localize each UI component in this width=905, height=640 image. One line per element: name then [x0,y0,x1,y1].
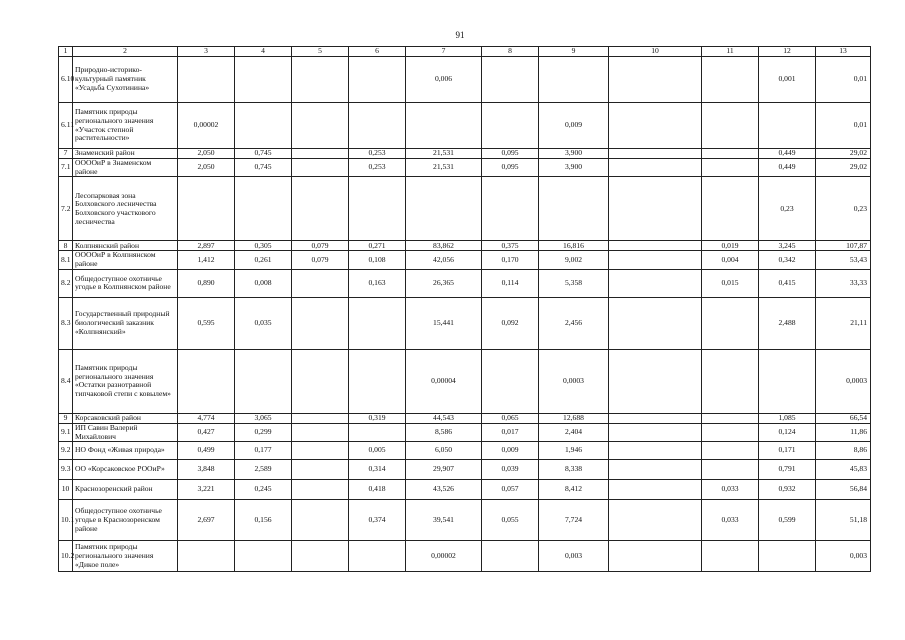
table-row [59,251,871,269]
row-name-cell: ООООиР в Знаменском районе [73,159,178,177]
value-cell: 0,00004 [406,349,482,413]
value-cell: 53,43 [816,251,871,269]
value-cell [702,541,759,572]
value-cell [292,349,349,413]
value-cell: 0,253 [349,149,406,159]
value-cell: 0,114 [482,269,539,297]
value-cell: 0,245 [235,480,292,500]
value-cell [349,423,406,441]
table-row [59,103,871,149]
value-cell [609,251,702,269]
value-cell [609,541,702,572]
value-cell: 9,002 [539,251,609,269]
column-header: 13 [816,47,871,57]
value-cell: 0,055 [482,500,539,541]
value-cell: 42,056 [406,251,482,269]
row-number-cell: 10.1 [59,500,73,541]
value-cell: 0,003 [816,541,871,572]
row-name-cell: Природно-историко-культурный памятник «Усадьба Сухотинина» [73,57,178,103]
value-cell: 0,095 [482,159,539,177]
value-cell [292,460,349,480]
row-name-cell: Корсаковский район [73,413,178,423]
column-header: 1 [59,47,73,57]
value-cell [349,57,406,103]
value-cell: 0,124 [759,423,816,441]
row-name-cell: Лесопарковая зона Болховского лесничества Болховского участкового лесничества [73,177,178,241]
row-number-cell: 8.2 [59,269,73,297]
value-cell: 8,338 [539,460,609,480]
row-name-cell: ИП Савин Валерий Михайлович [73,423,178,441]
table-row [59,413,871,423]
value-cell [235,177,292,241]
row-number-cell: 8.1 [59,251,73,269]
value-cell [292,159,349,177]
value-cell: 0,163 [349,269,406,297]
row-number-cell: 6.10 [59,57,73,103]
value-cell: 0,599 [759,500,816,541]
row-name-cell: ООООиР в Колпнянском районе [73,251,178,269]
value-cell [178,177,235,241]
value-cell: 21,531 [406,149,482,159]
value-cell: 4,774 [178,413,235,423]
value-cell: 0,299 [235,423,292,441]
value-cell [292,541,349,572]
value-cell: 0,0003 [539,349,609,413]
value-cell: 0,092 [482,297,539,349]
value-cell: 0,171 [759,442,816,460]
value-cell: 39,541 [406,500,482,541]
value-cell: 0,427 [178,423,235,441]
value-cell: 107,87 [816,241,871,251]
value-cell [482,103,539,149]
value-cell [702,442,759,460]
row-name-cell: Памятник природы регионального значения «Остатки разнотравной типчаковой степи с ковылем» [73,349,178,413]
value-cell: 8,86 [816,442,871,460]
value-cell [759,541,816,572]
value-cell: 21,531 [406,159,482,177]
value-cell: 5,358 [539,269,609,297]
value-cell [609,269,702,297]
value-cell: 0,003 [539,541,609,572]
value-cell: 0,253 [349,159,406,177]
value-cell [349,177,406,241]
value-cell: 0,23 [816,177,871,241]
value-cell [609,423,702,441]
column-header: 2 [73,47,178,57]
value-cell: 0,033 [702,500,759,541]
row-name-cell: Государственный природный биологический заказник «Колпнянский» [73,297,178,349]
value-cell: 2,897 [178,241,235,251]
row-number-cell: 9.2 [59,442,73,460]
value-cell [609,241,702,251]
value-cell [609,297,702,349]
value-cell: 0,374 [349,500,406,541]
value-cell [609,460,702,480]
column-header: 12 [759,47,816,57]
value-cell [609,480,702,500]
value-cell [292,500,349,541]
value-cell [609,442,702,460]
value-cell [609,57,702,103]
row-number-cell: 7.1 [59,159,73,177]
value-cell: 0,017 [482,423,539,441]
row-name-cell: Колпнянский район [73,241,178,251]
value-cell [349,541,406,572]
column-header: 5 [292,47,349,57]
table-row [59,269,871,297]
value-cell: 3,221 [178,480,235,500]
value-cell: 0,261 [235,251,292,269]
value-cell: 56,84 [816,480,871,500]
value-cell: 3,900 [539,159,609,177]
value-cell [406,177,482,241]
value-cell [292,177,349,241]
value-cell: 6,050 [406,442,482,460]
row-number-cell: 10.2 [59,541,73,572]
row-number-cell: 9 [59,413,73,423]
value-cell [406,103,482,149]
value-cell: 0,079 [292,241,349,251]
value-cell [292,57,349,103]
value-cell [702,159,759,177]
value-cell [178,349,235,413]
value-cell [759,349,816,413]
value-cell: 0,00002 [178,103,235,149]
value-cell [292,269,349,297]
row-name-cell: Краснозоренский район [73,480,178,500]
value-cell [702,423,759,441]
value-cell: 0,449 [759,159,816,177]
value-cell: 0,095 [482,149,539,159]
value-cell [349,349,406,413]
value-cell [235,57,292,103]
value-cell: 0,057 [482,480,539,500]
value-cell: 0,415 [759,269,816,297]
row-number-cell: 6.11 [59,103,73,149]
row-name-cell: Памятник природы регионального значения «Участок степной растительности» [73,103,178,149]
value-cell [609,149,702,159]
value-cell [702,349,759,413]
value-cell [482,541,539,572]
value-cell: 0,375 [482,241,539,251]
column-header: 7 [406,47,482,57]
value-cell [702,57,759,103]
column-header: 8 [482,47,539,57]
value-cell: 0,0003 [816,349,871,413]
table-row [59,349,871,413]
data-table [58,46,871,572]
value-cell: 0,039 [482,460,539,480]
value-cell: 66,54 [816,413,871,423]
value-cell [702,460,759,480]
value-cell: 2,050 [178,159,235,177]
value-cell: 2,589 [235,460,292,480]
value-cell [609,413,702,423]
value-cell: 3,848 [178,460,235,480]
value-cell: 0,271 [349,241,406,251]
value-cell [609,103,702,149]
value-cell: 8,412 [539,480,609,500]
row-number-cell: 8.4 [59,349,73,413]
value-cell: 0,156 [235,500,292,541]
value-cell: 0,23 [759,177,816,241]
row-number-cell: 7.2 [59,177,73,241]
row-name-cell: Общедоступное охотничье угодье в Колпнянском районе [73,269,178,297]
value-cell: 43,526 [406,480,482,500]
value-cell: 3,900 [539,149,609,159]
value-cell: 29,02 [816,149,871,159]
value-cell [178,541,235,572]
row-name-cell: Знаменский район [73,149,178,159]
value-cell: 29,02 [816,159,871,177]
row-name-cell: Общедоступное охотничье угодье в Краснозоренском районе [73,500,178,541]
value-cell: 0,019 [702,241,759,251]
value-cell [759,103,816,149]
table-row [59,541,871,572]
column-header: 11 [702,47,759,57]
value-cell [702,177,759,241]
value-cell: 0,449 [759,149,816,159]
value-cell [482,349,539,413]
value-cell: 2,050 [178,149,235,159]
value-cell: 0,006 [406,57,482,103]
column-header: 9 [539,47,609,57]
value-cell: 0,499 [178,442,235,460]
value-cell [292,297,349,349]
value-cell: 0,108 [349,251,406,269]
value-cell: 51,18 [816,500,871,541]
row-number-cell: 10 [59,480,73,500]
value-cell: 0,177 [235,442,292,460]
value-cell: 44,543 [406,413,482,423]
column-header: 4 [235,47,292,57]
value-cell [702,413,759,423]
value-cell: 0,791 [759,460,816,480]
table-row [59,159,871,177]
value-cell: 0,001 [759,57,816,103]
value-cell: 1,946 [539,442,609,460]
value-cell [609,500,702,541]
value-cell: 15,441 [406,297,482,349]
table-row [59,149,871,159]
value-cell: 21,11 [816,297,871,349]
value-cell: 0,009 [539,103,609,149]
value-cell: 0,009 [482,442,539,460]
value-cell [609,177,702,241]
value-cell: 26,365 [406,269,482,297]
value-cell: 3,245 [759,241,816,251]
value-cell [482,177,539,241]
value-cell: 0,01 [816,57,871,103]
table-row [59,177,871,241]
column-header: 6 [349,47,406,57]
value-cell: 8,586 [406,423,482,441]
value-cell [539,57,609,103]
value-cell: 0,745 [235,159,292,177]
row-number-cell: 9.3 [59,460,73,480]
row-number-cell: 9.1 [59,423,73,441]
value-cell [349,103,406,149]
value-cell: 0,065 [482,413,539,423]
value-cell: 2,488 [759,297,816,349]
value-cell [292,442,349,460]
value-cell: 0,305 [235,241,292,251]
value-cell: 0,035 [235,297,292,349]
value-cell: 29,907 [406,460,482,480]
row-number-cell: 7 [59,149,73,159]
row-number-cell: 8.3 [59,297,73,349]
value-cell: 0,342 [759,251,816,269]
table-header-row [59,47,871,57]
value-cell [349,297,406,349]
value-cell: 3,065 [235,413,292,423]
value-cell [178,57,235,103]
value-cell: 0,745 [235,149,292,159]
value-cell [292,413,349,423]
value-cell [702,297,759,349]
value-cell: 0,932 [759,480,816,500]
table-row [59,423,871,441]
value-cell [609,159,702,177]
value-cell [292,149,349,159]
value-cell [235,541,292,572]
row-name-cell: НО Фонд «Живая природа» [73,442,178,460]
table-row [59,241,871,251]
value-cell: 0,008 [235,269,292,297]
value-cell [539,177,609,241]
value-cell: 0,890 [178,269,235,297]
page-number: 91 [455,30,465,40]
value-cell [609,349,702,413]
value-cell: 0,005 [349,442,406,460]
value-cell: 0,015 [702,269,759,297]
value-cell: 0,170 [482,251,539,269]
value-cell: 83,862 [406,241,482,251]
row-name-cell: Памятник природы регионального значения «Дикое поле» [73,541,178,572]
value-cell [702,149,759,159]
table-row [59,442,871,460]
value-cell: 2,697 [178,500,235,541]
value-cell: 0,01 [816,103,871,149]
value-cell: 1,085 [759,413,816,423]
value-cell: 0,418 [349,480,406,500]
value-cell [702,103,759,149]
value-cell [292,103,349,149]
column-header: 3 [178,47,235,57]
value-cell [235,103,292,149]
value-cell [292,480,349,500]
table-row [59,500,871,541]
value-cell: 12,688 [539,413,609,423]
table-row [59,57,871,103]
value-cell [292,423,349,441]
value-cell [235,349,292,413]
table-row [59,480,871,500]
value-cell: 0,033 [702,480,759,500]
table-row [59,297,871,349]
value-cell [482,57,539,103]
value-cell: 45,83 [816,460,871,480]
value-cell: 11,86 [816,423,871,441]
value-cell: 0,004 [702,251,759,269]
value-cell: 0,319 [349,413,406,423]
value-cell: 0,00002 [406,541,482,572]
value-cell: 16,816 [539,241,609,251]
row-name-cell: ОО «Корсаковское РООиР» [73,460,178,480]
row-number-cell: 8 [59,241,73,251]
value-cell: 33,33 [816,269,871,297]
value-cell: 2,404 [539,423,609,441]
value-cell: 7,724 [539,500,609,541]
value-cell: 0,595 [178,297,235,349]
value-cell: 2,456 [539,297,609,349]
value-cell: 0,314 [349,460,406,480]
column-header: 10 [609,47,702,57]
table-row [59,460,871,480]
value-cell: 0,079 [292,251,349,269]
value-cell: 1,412 [178,251,235,269]
